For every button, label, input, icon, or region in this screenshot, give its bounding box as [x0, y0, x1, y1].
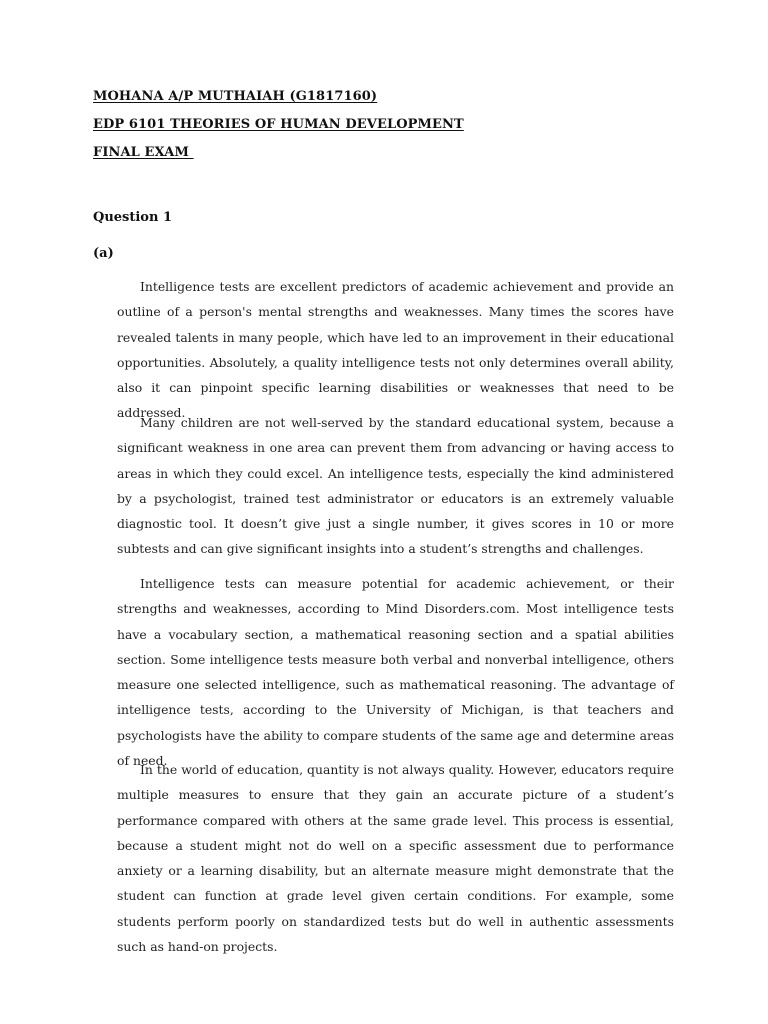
paragraph-1: Intelligence tests are excellent predictors of academic achievement and provide an outline of a person's mental strengths and weaknesses. Many times the scores have revealed talents in many people, which have led to an improvement in their educational opportunities. Absolutely, a quality intelligence tests not only determines overall ability, also it can pinpoint specific learning disabilities or weaknesses that need to be addressed. — [117, 279, 674, 421]
student-name-id: MOHANA A/P MUTHAIAH (G1817160) — [93, 89, 378, 104]
paragraph-3: Intelligence tests can measure potential for academic achievement, or their strengths and weaknesses, according to Mind Disorders.com. Most intelligence tests have a vocabulary section, a mathematical reasoning section and a spatial abilities section. Some intelligence tests measure both verbal and nonverbal intelligence, others measure one selected intelligence, such as mathematical reasoning. The advantage of intelligence tests, according to the University of Michigan, is that teachers and psychologists have the ability to compare students of the same age and determine areas of need. — [117, 576, 674, 769]
paragraph-4: In the world of education, quantity is not always quality. However, educators require multiple measures to ensure that they gain an accurate picture of a student’s performance compared with others at the same grade level. This process is essential, because a student might not do well on a specific assessment due to performance anxiety or a learning disability, but an alternate measure might demonstrate that the student can function at grade level given certain conditions. For example, some students perform poorly on standardized tests but do well in authentic assessments such as hand-on projects. — [117, 762, 674, 955]
course-title: EDP 6101 THEORIES OF HUMAN DEVELOPMENT — [93, 117, 464, 132]
part-label: (a) — [93, 246, 114, 261]
exam-title: FINAL EXAM — [93, 145, 194, 160]
paragraph-2: Many children are not well-served by the standard educational system, because a significant weakness in one area can prevent them from advancing or having access to areas in which they could excel. An intelligence tests, especially the kind administered by a psychologist, trained test administrator or educators is an extremely valuable diagnostic tool. It doesn’t give just a single number, it gives scores in 10 or more subtests and can give significant insights into a student’s strengths and challenges. — [117, 415, 674, 557]
question-heading: Question 1 — [93, 210, 173, 225]
